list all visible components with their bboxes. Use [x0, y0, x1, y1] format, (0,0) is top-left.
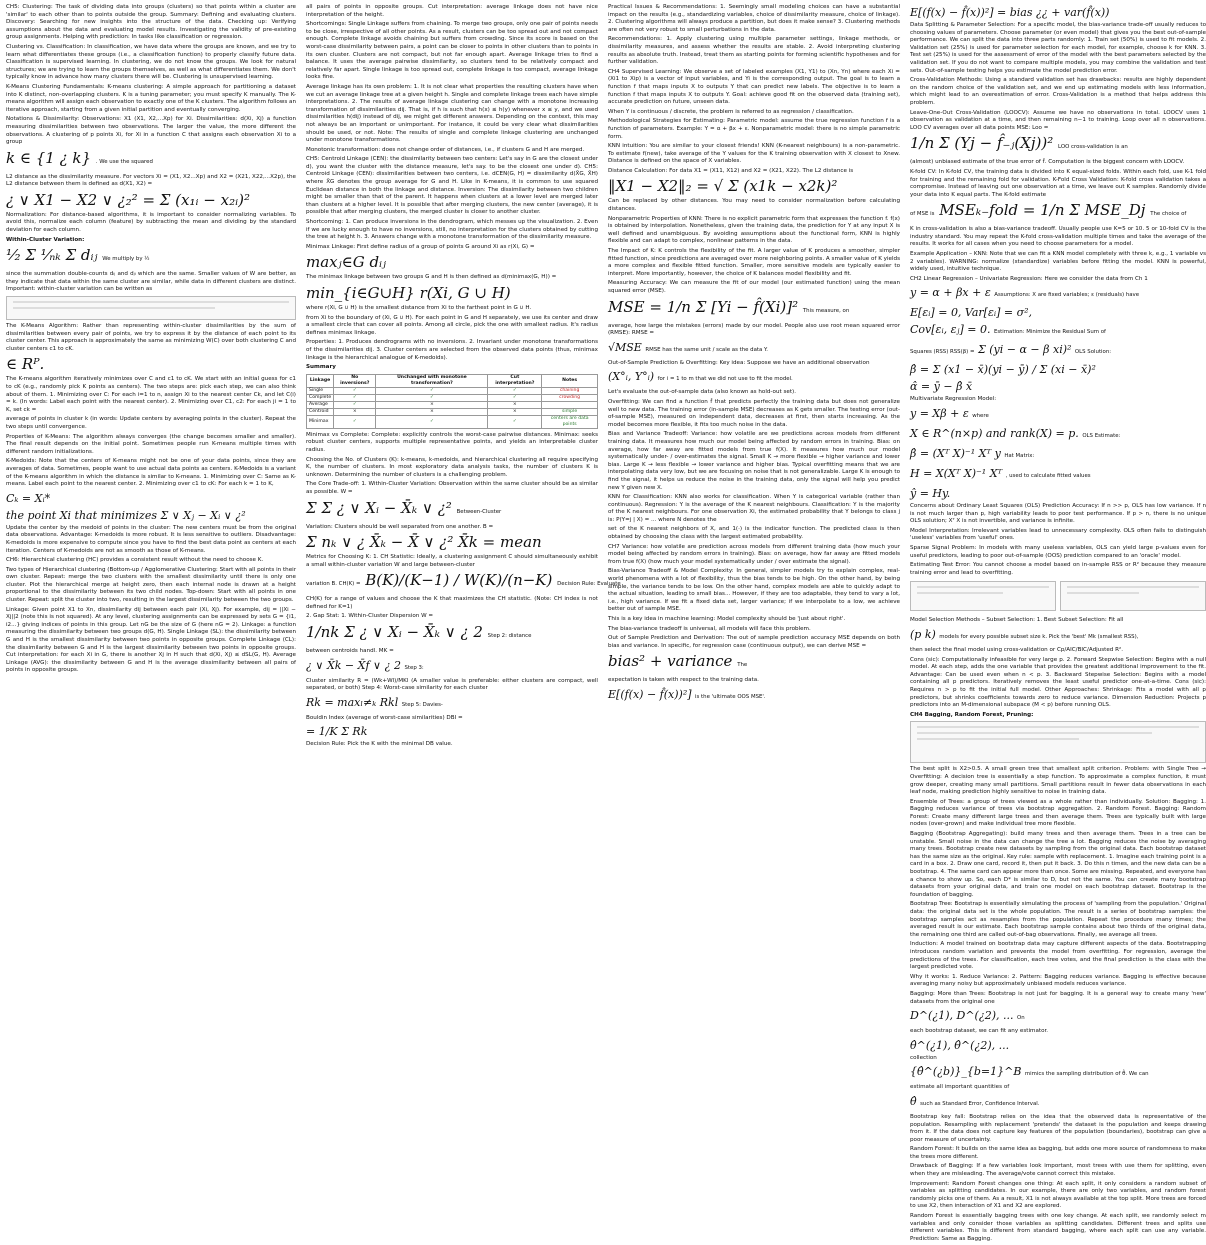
- linkage-summary-table: [306, 374, 598, 429]
- final-model-select: then select the final model using cross-validation or Cp/AIC/BIC/Adjusted R².: [910, 646, 1124, 653]
- column-1: [6, 4, 296, 1245]
- notations: Notations & Dissimilarity: Observations: X1 (X1, X2,...Xp) for Xi. Dissimilarities: d(Xi, Xj) a function measuring dissimilarities between two observations. The larger the value, the more different the observations. A clustering of p points Xi, for Xi in a function C that assigns each observation Xi to a group: [6, 116, 296, 146]
- table-row: Average ✓ × ×: [307, 401, 598, 408]
- distance-note: Can be replaced by other distances. You may need to consider normalization before calculating distances.: [608, 198, 900, 213]
- linkage-shortcomings: Shortcomings: Single Linkage suffers from chaining. To merge two groups, only one pair of points needs to be close, irrespective of all other points. As a result, clusters can be too spread out and not compact enough. Complete linkage avoids chaining but suffers from crowding. Since its score is based on the worst-case dissimilarity between pairs, a point can be closer to points in other clusters than to points in its own cluster. Clusters are not compact, but not far enough apart. Average linkage tries to find a balance. It uses the average pairwise dissimilarity, so clusters tend to be relatively compact and relatively far apart. Single linkage is too spread out, complete linkage is too compact, average linkage looks fine.: [306, 21, 598, 81]
- bagging-more: Bagging: More than Trees: Bootstrap is not just for bagging. It is a general way to create many 'new' datasets from the original one: [910, 990, 1206, 1005]
- hierarchical-clustering: CH6: Hierarchical clustering (HC) provides a consistent result without the need to choose K.: [6, 557, 264, 564]
- davies-bouldin: Bouldin Index (average of worst-case similarities) DBI =: [306, 714, 463, 721]
- equation-cluster-assign: k ∈ {1 ¿ k} . We use the squared: [6, 148, 153, 167]
- equation-error-moments: E[εᵢ] = 0, Var[εᵢ] = σ²,: [910, 306, 1033, 320]
- equation-bootstrap-datasets: D^(¿1), D^(¿2), ... On: [910, 1009, 1025, 1023]
- equation-dbi: = 1/K Σ Rk: [306, 725, 368, 739]
- random-forest: Random Forest: It builds on the same idea as bagging, but adds one more source of randomness to make the trees more different.: [910, 1146, 1206, 1160]
- equation-matrix-model: y = Xβ + ε where: [910, 407, 989, 421]
- expectation-note: expectation is taken with respect to the training data.: [608, 677, 759, 684]
- rf-improvement: Improvement: Random Forest changes one thing: At each split, it only considers a random subset of variables as splitting candidates. In our example, there are only two variables, and random forest randomly picks one of them. As a result, X1 is not always available at the top split. More trees are forced to use X2, then interaction of X1 and X2 are explored.: [910, 1180, 1206, 1210]
- kmeans-update: average of points in cluster k (in words: Update centers by averaging points in the cluster). Repeat the two steps until convergence.: [6, 416, 296, 430]
- clustering-vs-classification: Clustering vs. Classification: In classification, we have data where the groups are known, and we try to learn what differentiates these groups (i.e., a classification function) to properly classify future data. Classification is supervised learning. In clustering, we do not know the groups. We look for natural structures; we are trying to learn the groups themselves, as well as what differentiates them. We don't typically know in advance how many clusters there will be. Clustering is unsupervised learning.: [6, 43, 296, 81]
- minimax-properties: Properties: 1. Produces dendrograms with no inversions. 2. Invariant under monotone transformations of the dissimilarities dij. 3. Cluster centers are selected from the observed data points (thus, minimax linkage is the hierarchical analogue of K-medoids).: [306, 339, 598, 361]
- equation-rank: X ∈ R^(n×p) and rank(X) = p. OLS Estimate:: [910, 427, 1121, 441]
- table-header: No inversions?: [334, 374, 376, 387]
- bootstrap-collection: collection: [910, 1054, 937, 1061]
- equation-knn-distance: ‖X1 − X2‖₂ = √ Σ (x1k − x2k)²: [608, 177, 838, 196]
- equation-mk: ¿ ∨ X̄k − X̄f ∨ ¿ 2 Step 3:: [306, 658, 424, 672]
- kmedoids: K-Medoids: Note that the centers of K-means might not be one of your data points, since they are averages of data. Sometimes, people want to use actual data points as centers. K-Medoids is a variant of the K-means algorithm in which the distance is similar to K-means. 1. Minimizing over C: Same as K-means. Label each point to the nearest center. 2. Minimizing over c1 to cK: For each k = 1 to K,: [6, 458, 296, 488]
- equation-ch: variation B. CH(K) = B(K)/(K−1) / W(K)/(n−K) Decision Rule: Evaluate: [306, 571, 621, 590]
- column-4: [910, 4, 1206, 1245]
- kmeans-properties: Properties of K-Means: The algorithm always converges (the change becomes smaller and smaller). The final result depends on the initial point. Sometimes people run K-means multiple times with different random initializations.: [6, 433, 296, 455]
- knn-intuition: KNN intuition: You are similar to your closest friends! KNN (K-nearest neighbours) is a non-parametric. To estimate f(new), take average of the Y values for the K training observation with X closest to Xnew. Distance is defined on the space of X variables.: [608, 143, 900, 165]
- equation-decomposition: E[(f(x) − f̂(x))²] = bias ¿¿ + var(f̂(x)): [910, 6, 1110, 19]
- equation-loocv: 1/n Σ (Yj − f̂₋ⱼ(Xj))² LOO cross-validation is an: [910, 134, 1128, 153]
- table-row: Centroid × × × simple: [307, 408, 598, 415]
- single-tree-problem: The best split is X2>0.5. A small green tree that smallest split criterion. Problem: with Single Tree → Overfitting: A decision tree is essentially a step function. To approximate a complex function, it must grow deeper, creating many small partitions. Small partitions result in fewer data observations in each leaf node, making prediction highly sensitive to noise in training data.: [910, 766, 1206, 796]
- rf-summary: Random Forest is essentially bagging trees with one key change. At each split, we randomly select m variables and only consider those variables as splitting candidates. Different trees and splits use different variables. This is different from standard bagging, where each split can use any variable. Prediction: Same as Bagging.: [910, 1213, 1206, 1242]
- decision-tree-figures: [910, 579, 1206, 614]
- bagging-drawback: Drawback of Bagging: If a few variables look important, most trees with use them for splitting, even when they are misleading. The average/vote cannot correct this mistake.: [910, 1163, 1206, 1178]
- kfold-tradeoff: K in cross-validation is also a bias-variance tradeoff. Usually people use K=5 or 10. 5 or 10-fold CV is the industry standard. You may repeat the K-fold cross-validation multiple times and take the average of the results. It works for all cases when you need to choose parameters for a model.: [910, 226, 1206, 248]
- why-it-works: Why it works: 1. Reduce Variance: 2. Pattern: Bagging reduces variance. Bagging is effective because averaging many noisy but approximately unbiased models reduces variance.: [910, 973, 1206, 988]
- equation-bootstrap-estimates: θ̂^(¿1), θ̂^(¿2), ...: [910, 1038, 1010, 1052]
- formula-image: [6, 296, 296, 320]
- holdout-note: Let's evaluate the out-of-sample data (also known as hold-out set).: [608, 389, 796, 396]
- linear-regression: CH2 Linear Regression – Univariate Regression: Here we consider the data from Ch 1: [910, 275, 1148, 282]
- centroid-linkage: CH5: Centroid Linkage (CEN): the dissimilarity between two centers: Let's say in G are the closest under d), you want the cluster with the distance measure, let's say. to be the closest one under d). CH5: Centroid Linkage (CEN): dissimilarities between two centers, i.e. dCEN(G, H) = dissimilarity d(X̄G, X̄H) where X̄G denotes the group average for G and H. Like in K-means, it is common to use squared Euclidean distance in both the linkage and distance. Inversion: The dissimilarity between two children might be smaller than that of the parent. It happens when clusters at a lower level are merged later than clusters at a higher level. It is possible that after merging clusters, the new center (average), it is possible that after merging clusters, the merged cluster is closer to another cluster.: [306, 156, 598, 216]
- clustering-intro: CH5: Clustering: The task of dividing data into groups (clusters) so that points within a cluster are 'similar' to each other than to points outside the group. Summary: Defining and evaluating clusters. Discovery: Searching for new insights into the structure of the data. Checking up: Verifying assumptions about the data and evaluating model results. Investigating the validity of pre-existing group assignments. Helping with prediction: In tasks like classification or regression.: [6, 4, 296, 41]
- knn-class-predict: set of the K nearest neighbors of X, and 1(·) is the indicator function. The predicted class is then obtained by choosing the class with the largest estimated probability.: [608, 526, 900, 541]
- parametric-strategies: Methodological Strategies for Estimating: Parametric model: assume the true regression function f is a function of parameters. Example: Y = α + βx + ε. Nonparametric model: there is no simple parametric form.: [608, 118, 900, 140]
- equation-hat-matrix: H = X(Xᵀ X)⁻¹ Xᵀ , used to calculate fitted values: [910, 467, 1091, 481]
- table-header: Cut interpretation?: [488, 374, 542, 387]
- within-cluster-heading: Within-Cluster Variation:: [6, 236, 85, 243]
- between-cluster: Variation: Clusters should be well separated from one another. B =: [306, 523, 494, 530]
- partition-figure: [1060, 581, 1206, 611]
- equation-rss: Squares (RSS) RSS(β) = Σ (yi − α − β xi)² OLS Solution:: [910, 343, 1112, 357]
- impact-of-k: The Impact of K: K controls the flexibility of the fit. A larger value of K produces a smoother, simpler fitted function, since predictions are averaged over more neighboring points. A smaller value of K yields a more complex and flexible fitted function. Smaller, more sensitive models are typically easier to interpret. More importantly, however, the choice of K balances model flexibility and fit.: [608, 248, 900, 277]
- equation-rk: Rk = maxₗ≠ₖ Rkl Step 5: Davies-: [306, 695, 443, 709]
- gap-stat: 2. Gap Stat: 1. Within-Cluster Dispersion W =: [306, 613, 434, 620]
- table-header: Unchanged with monotone transformation?: [376, 374, 488, 387]
- equation-binomial: (p k) models for every possible subset size k. Pick the 'best' Mk (smallest RSS),: [910, 627, 1139, 641]
- choosing-k: Choosing the No. of Clusters (K): k-means, k-medoids, and hierarchical clustering all require specifying K, the number of clusters. In most exploratory data analysis tasks, the number of clusters K is unknown. Determining the number of clusters is a challenging problem.: [306, 456, 598, 478]
- stepwise-selection: Cons (sic): Computationally infeasible for very large p. 2. Forward Stepwise Selection: Begins with a null model. At each step, adds the one variable that provides the greatest additional improvement to the fit. Advantage: Can be used even when n < p. 3. Backward Stepwise Selection: Begins with a model containing all p predictors. Iteratively removes the least useful predictor one-at-a-time. Cons (sic): Requires n > p to fit the initial full model. Other Approaches: Shrinkage: Fits a model with all p predictors, but shrinks coefficients towards zero to reduce variance. Dimension Reduction: Projects p predictors into an M-dimensional subspace (M < p) before running OLS.: [910, 656, 1206, 709]
- cluster-similarity: Cluster similarity R = (Wk+Wl)/MKl (A smaller value is preferable: either clusters are compact, well separated, or both) Step 4: Worst-case similarity for each cluster: [306, 677, 598, 692]
- equation-minimax: min_{i∈G∪H} r(Xi, G ∪ H): [306, 284, 511, 302]
- equation-bias-variance: bias² + variance The: [608, 652, 748, 671]
- out-of-sample: Out-of-Sample Prediction & Overfitting: Key idea: Suppose we have an additional observation: [608, 359, 870, 366]
- measuring-accuracy: Measuring Accuracy: We can measure the fit of our model (our estimated function) using the mean squared error (MSE).: [608, 280, 900, 294]
- knn-classification: KNN for Classification: KNN also works for classification. When Y is categorical variable (rather than continuous). Regression: Y is the average of the K nearest neighbours. Classification: Y is the majority of the K nearest neighbours. For one observation Xi, the estimated probability that Y belongs to class j is: P(Y=j | X) = ... where N denotes the: [608, 494, 900, 523]
- minimax-def: The minimax linkage between two groups G and H is then defined as d(minimax(G, H)) =: [306, 274, 557, 281]
- minimax-linkage: Minimax Linkage: First define radius of a group of points G around Xi as r(Xi, G) =: [306, 243, 535, 250]
- equation-fitted: ŷ = Hy.: [910, 487, 951, 501]
- core-tradeoff: The Core Trade-off: 1. Within-Cluster Variation: Observation within the same cluster should be as similar as possible. W =: [306, 481, 598, 495]
- centroid-shortcoming: Shortcoming: 1. Can produce inversions in the dendrogram, which messes up the visualization. 2. Even if we are lucky enough to have no inversions, still, no interpretation for the clusters obtained by cutting the tree at height h. 3. Answers change with a monotone transformation of the dissimilarity measure.: [306, 219, 598, 241]
- overfitting: Overfitting: We can find a function f̂ that predicts perfectly the training data but does not generalize well to new data. The training error (in-sample MSE) decreases as K gets smaller. The testing error (out-of-sample MSE), measured on independent data, decreases at first, then starts increasing. As the model becomes more flexible, it fits too much noise in the data.: [608, 398, 900, 428]
- average-linkage-cut: all pairs of points in opposite groups. Cut interpretation: average linkage does not have nice interpretation of the height.: [306, 4, 598, 18]
- loocv: Leave-One-Out Cross-Validation (LOOCV): Assume we have no observations in total. LOOCV uses 1 observation as validation at a time, and then remaining n−1 to training. Loop over all n observations. LOO CV averages over all data points MSE: Loo =: [910, 109, 1206, 131]
- equation-mse: MSE = 1/n Σ [Yi − f̂(Xi)]² This measure, on: [608, 297, 850, 316]
- minimax-vs-complete: Minimax vs Complete: Complete: explicitly controls the worst-case pairwise distances. Minimax: seeks robust cluster centers, supports multiple representative points, and yields an interpretable cluster radius.: [306, 431, 598, 453]
- kmedoids-update: Update the center by the medoid of points in the cluster: The new centers must be from the original data observations. Advantage: K-medoids is more robust. It is less sensitive to outliers. Disadvantage: K-medoids is more expensive to compute since you have to find the best data point as centers at each iteration. Centers of K-medoids are not as smooth as those of K-means.: [6, 524, 296, 554]
- oos-derivation: Out of Sample Prediction and Derivation: The out of sample prediction accuracy MSE depends on both bias and variance. In specific, for regression case (continuous output), we can derive MSE =: [608, 635, 900, 649]
- within-cluster-text: since the summation double-counts dᵢⱼ and dⱼᵢ which are the same. Smaller values of W are better, as they indicate that data within the same cluster are similar, while data in different clusters are distinct. Important: within-cluster variation can be written as: [6, 271, 296, 293]
- equation-bootstrap-set: {θ̂^(¿b)}_{b=1}^B mimics the sampling distribution of θ̂. We can: [910, 1065, 1149, 1079]
- supervised-learning: CH4 Supervised Learning: We observe a set of labeled examples (X1, Y1) to (Xn, Yn) where each Xi = (Xi1 to Xip) is a vector of input variables, and Yi is the corresponding output. The goal is to learn a function f that maps inputs X to outputs Y that can predict new labels. The objective is to learn a function f that maps inputs X to outputs Y. Goal: achieve good fit on the observed data (training set), accurate prediction on future, unseen data.: [608, 68, 900, 106]
- db-decision: Decision Rule: Pick the K with the minimal DB value.: [306, 741, 453, 748]
- equation-alpha-hat: α̂ = ȳ − β̂ x̄: [910, 380, 973, 394]
- equation-real-space: ∈ Rᴾ.: [6, 355, 45, 374]
- knn-nonparametric: Nonparametric Properties of KNN: There is no explicit parametric form that expresses the function f. f(x) is obtained by interpolation. Nonetheless, given the training data, the prediction for Y at any input X is well defined and unambiguous. By avoiding assumptions about the functional form, KNN is highly flexible and can adapt to complex, nonlinear patterns in the data.: [608, 215, 900, 245]
- kmeans-steps: The K-means algorithm iteratively minimizes over C and c1 to cK. We start with an initial guess for c1 to cK (e.g., randomly pick K points as centers). The two steps are: pick each step, we can also think about of them. 1. Minimizing over C: For each i=1 to n, assign Xi to the nearest center Ck, and let C(i) = k. (In words: Label each point with the nearest center). 2. Minimizing over C1, c2: For each ji = 1 to K, set ck =: [6, 376, 296, 413]
- multivariate-heading: Multivariate Regression Model:: [910, 396, 997, 403]
- subset-selection: Model Selection Methods – Subset Selection: 1. Best Subset Selection: Fit all: [910, 617, 1124, 624]
- just-right: This is a key idea in machine learning: Model complexity should be 'just about right'.: [608, 616, 846, 622]
- equation-ols: β̂ = (Xᵀ X)⁻¹ Xᵀ y Hat Matrix:: [910, 447, 1035, 461]
- induction: Induction: A model trained on bootstrap data may capture different aspects of the data. Bootstrapping introduces random variation and prevents the model from overfitting. For regression, average the predictions of the trees. For classification, each tree votes, and the final prediction is the class with the largest predicted vote.: [910, 941, 1206, 971]
- practical-issues: Practical Issues & Recommendations: 1. Seemingly small modeling choices can have a substantial impact on the results (e.g., standardizing variables, choice of dissimilarity measure, choice of linkage). 2. Clustering algorithms will always produce a partition, but does it make sense? 3. Clustering methods are often not very robust to small perturbations in the data.: [608, 4, 900, 33]
- universal-tradeoff: The bias-variance tradeoff is universal, all models will face this problem.: [608, 625, 811, 632]
- kfold-cv: K-fold CV: In K-fold CV, the training data is divided into K equal-sized folds. Within each fold, use K-1 fold for training and the remaining fold for validation. K-Fold Cross Validation: K-fold cross validation takes a compromise. Instead of leaving out one observation at a time, we leave out K samples. Randomly divide your data into K equal parts. The K-fold estimate: [910, 168, 1206, 198]
- bootstrap-pitfall: Bootstrap key fall: Bootstrap relies on the idea that the observed data is representative of the population. Resampling with replacement 'pretends' the dataset is the population and keeps drawing from it. If the data does not capture key features of the population (boundaries), bootstrap can give a poor measure of uncertainty.: [910, 1113, 1206, 1143]
- ch7-variance: CH7 Variance: how volatile are prediction across models from different training data (how much your model being affected by random errors in training). Bias: on average, how far away are fitted models from true f(X) (how much your model systematically under / over estimate the signal).: [608, 543, 900, 565]
- kmeans-algorithm: The K-Means Algorithm: Rather than representing within-cluster dissimilarities by the sum of dissimilarities between every pair of points, we try to express it by the distance of each point to its cluster center. This approach is approximately the same as minimizing W(C) over both clustering C and cluster centers c1 to cK.: [6, 323, 296, 352]
- minimax-where: where r(Xi, G ∪ H) is the smallest distance from Xi to the farthest point in G ∪ H.: [306, 305, 532, 311]
- equation-kfold: of MSE is MSEₖ₋fold = 1/n Σ MSE_Dj The choice of: [910, 201, 1187, 220]
- knn-example: Example Application – KNN: Note that we can fit a KNN model completely with three k, e.g., 1 variable vs 2 variables). WARNING: normalize (standardize) variables before fitting the model. KNN is powerful, widely used, intuitive technique.: [910, 251, 1206, 273]
- data-splitting: Data Splitting & Parameter Selection: For a specific model, the bias-variance trade-off usually reduces to choosing values of parameters. Choose parameter (or even model) that gives you the best out-of-sample performance. We can split the data into three parts randomly: 1. Train set (50%) is used to fit models. 2. Validation set (25%) is used for parameter selection for each model, for example, choose k for KNN. 3. Test set (25%) is used for the assessment of error of the model with the best parameters selected by the validation set. If you do not want to compare multiple models, you may combine the validation and test sets. Out-of-sample testing helps you estimate the model prediction error.: [910, 22, 1206, 74]
- bagging-figure: [910, 721, 1206, 763]
- regression-classification: When Y is continuous / discrete, the problem is referred to as regression / classification.: [608, 108, 854, 115]
- table-row: Complete ✓ ✓ ✓ crowding: [307, 394, 598, 401]
- minimax-circle: from Xi to the boundary of (Xi, G ∪ H). For each point in G and H separately, we use its center and draw a smallest circle that can cover all points. Among all circle, pick the one with smallest radius. It's radius defines minimax linkage.: [306, 314, 598, 336]
- hc-types: Two types of Hierarchical clustering (Bottom-up / Agglomerative Clustering: Start with all points in their own cluster. Repeat: merge the two clusters with the smallest dissimilarity until there is only one cluster. Plot the hierarchical merge at height zero, then each internal node is drawn at a height proportional to the dissimilarity between its two child nodes. Top-down: Start with all points in one cluster. Repeat: split the cluster into two, resulting in the largest dissimilarity between the two groups.: [6, 566, 296, 604]
- ensemble-of-trees: Ensemble of Trees: a group of trees viewed as a whole rather than individually. Solution: Bagging: 1. Bagging reduces variance of trees via bootstrap aggregation. 2. Random Forest. Bagging: Random Forest: Create many different large trees and then average them. Trees are typically built with large nodes (over-grown) and make individual tree more flexible.: [910, 798, 1206, 828]
- equation-within-cluster: ¹⁄₂ Σ ¹⁄ₙₖ Σ dᵢⱼ We multiply by ½: [6, 246, 150, 265]
- equation-dispersion: 1/nk Σ ¿ ∨ Xᵢ − X̄ₖ ∨ ¿ 2 Step 2: distance: [306, 623, 532, 642]
- equation-oos-mse: E[(f(x) − f̂(x))²] is the 'ultimate OOS MSE'.: [608, 687, 766, 701]
- table-row: Minimax ✓ ✓ ✓ centers are data points: [307, 415, 598, 428]
- model-complexity: Bias-Variance Tradeoff & Model Complexity: In general, simpler models try to explain complex, real-world phenomena with a lot of flexibility, thus the bias tends to be high. On the other hand, by being simple, the variance tends to be low. On the other hand, complex models are able to quickly adapt to the actual situation, leading to small bias... However, if they are too adaptable, they tend to vary a lot, i.e., high variance. If we fit a fixed data set, larger variance; if we interpolate to a low, we achieve better out of sample MSE.: [608, 568, 900, 613]
- equation-between-b: Σ nₖ ∨ ¿ X̄ₖ − X̄ ∨ ¿² X̄k = mean: [306, 533, 542, 552]
- equation-error-cov: Cov[εᵢ, εⱼ] = 0. Estimation: Minimize the Residual Sum of: [910, 323, 1106, 337]
- average-linkage-problems: Average linkage has its own problem: 1. It is not clear what properties the resulting clusters have when we cut an average linkage tree at a given height h. Single and complete linkage trees each have simple interpretations. 2. The results of average linkage clustering can change with a monotone increasing transformation of dissimilarities dij. That is, if h is such that h(x) ≤ h(y) whenever x ≤ y, and we used dissimilarities h(dij) instead of dij, we might get different answers. Depending on the context, this may not always be an important or unimportant. For instance, it could be very clear what dissimilarities should be used, or not. Note: The results of single and complete linkage clustering are unchanged under monotone transformations.: [306, 83, 598, 144]
- equation-medoid-center: Cₖ = Xᵢ*: [6, 491, 51, 505]
- centroid-distance: between centroids handl. MK =: [306, 648, 394, 655]
- bias-variance: Bias and Variance Tradeoff: Variance: how volatile are we predictions across models from different training data. It measures how much our model being affected by random errors in training. Bias: on average, how far away are fitted models from true f(X). It measures how much our model systematically under- / over-estimates the signal. Small K → more flexible → higher variance and lower bias. Large K → less flexible → lower variance and higher bias. Typical overfitting means that we are interpolating data very low, but we are focusing on noise that is not generalizable. Large K is enough to find the signal, it helps us reduce the noise in the training data, only the signal will help you predict new Y given new X.: [608, 431, 900, 491]
- equation-within-w: Σ Σ ¿ ∨ Xᵢ − X̄ₖ ∨ ¿² Between-Cluster: [306, 498, 502, 517]
- equation-radius: maxⱼ∈G dᵢⱼ: [306, 253, 387, 272]
- equation-medoid-minimize: the point Xi that minimizes Σ ∨ Xⱼ − Xᵢ ∨ ¿²: [6, 508, 246, 522]
- table-header: Notes: [542, 374, 598, 387]
- bootstrap-quantities: estimate all important quantities of: [910, 1084, 1010, 1091]
- loocv-note: (almost) unbiased estimate of the true error of f̂. Computation is the biggest concern with LOOCV.: [910, 159, 1185, 166]
- linkage: Linkage: Given point X1 to Xn, dissimilarity dij between each pair (Xi, Xj). For example, dij = ||Xi − Xj||2 (note this is not squared). At any level, clustering assignments can be expressed by sets G = {i1, i2...} giving indices of points in this group. Let nG be the size of G (here nG = 2). Linkage: a function measuring the dissimilarity between two groups d(G, H). Single Linkage (SL): the dissimilarity between G and H is the smallest dissimilarity between two points in opposite groups. Complete Linkage (CL): the dissimilarity between G and H is the largest dissimilarity between two points in opposite groups. Cut interpretation: for each Xi in G, there is another Xj in H such that d(Xi, Xj) ≤ dSL(G, H). Average Linkage (AVG): the dissimilarity between G and H is the average dissimilarity between all pairs of points in opposite groups.: [6, 606, 296, 674]
- kmeans-fundamentals: K-Means Clustering Fundamentals: K-means clustering: A simple approach for partitioning a dataset into K distinct, non-overlapping clusters. K is a tuning parameter; you must specify K manually. The K-means algorithm will assign each observation to exactly one of the K clusters. The algorithm follows an iterative approach, starting from a given initial partition and eventually converging.: [6, 83, 296, 113]
- sparse-signal: Sparse Signal Problem: In models with many useless variables, OLS can yield large p-values even for useful predictors, leading to poor out-of-sample (OOS) prediction compared to an 'oracle' model.: [910, 545, 1206, 559]
- bootstrap-fit: each bootstrap dataset, we can fit any estimator.: [910, 1028, 1049, 1035]
- equation-theta-hat: θ̂ such as Standard Error, Confidence Interval.: [910, 1094, 1040, 1108]
- rmse-text: average, how large the mistakes (errors) made by our model. People also use root mean squared error (RMSE): RMSE =: [608, 322, 900, 337]
- equation-l2-distance: ¿ ∨ X1 − X2 ∨ ¿₂² = Σ (x₁ᵢ − x₂ᵢ)²: [6, 190, 250, 209]
- equation-holdout: (X°ᵢ, Y°ᵢ) for i = 1 to m that we did not use to fit the model.: [608, 370, 793, 384]
- ch-decision: CH(K) for a range of values and choose the K that maximizes the CH statistic. (Note: CH index is not defined for K=1): [306, 596, 598, 610]
- recommendations: Recommendations: 1. Apply clustering using multiple parameter settings, linkage methods, or dissimilarity measures, and assess whether the results are stable. 2. Avoid interpreting clustering results as absolute truth. Instead, treat them as starting points for forming scientific hypotheses and for further validation.: [608, 36, 900, 66]
- equation-beta-hat: β̂ = Σ (x1 − x̄)(yi − ȳ) / Σ (xi − x̄)²: [910, 363, 1096, 377]
- model-interpretation: Model Interpretation: Irrelevant variables lead to unnecessary complexity. OLS often fails to distinguish 'useless' variables from 'useful' ones.: [910, 527, 1206, 542]
- normalization: Normalization: For distance-based algorithms, it is important to consider normalizing variables. To avoid this, normalize each column (feature) by subtracting the mean and dividing by the standard deviation for each column.: [6, 211, 296, 234]
- table-header: Linkage: [307, 374, 334, 387]
- column-3: [608, 4, 900, 1245]
- l2-distance-text: L2 distance as the dissimilarity measure. For vectors Xi = (X1, X2...Xp) and X2 = (X21, X22,...X2p), the L2 distance between them is defined as d(X1, X2) =: [6, 173, 296, 188]
- test-error: Estimating Test Error: You cannot choose a model based on in-sample RSS or R² because they measure training error and lead to overfitting.: [910, 562, 1206, 576]
- column-2: [306, 4, 621, 1245]
- table-row: Single ✓ ✓ ✓ chaining: [307, 387, 598, 394]
- equation-linear-model: y = α + βx + ε Assumptions: X are fixed variables; ε (residuals) have: [910, 286, 1140, 300]
- distance-calc: Distance Calculation: For data X1 = (X11, X12) and X2 = (X21, X22). The L2 distance is: [608, 167, 854, 174]
- ols-concerns: Concerns about Ordinary Least Squares (OLS) Prediction Accuracy: If n >> p, OLS has low variance. If n is not much larger than p, high variability leads to poor test performance. If p > n, there is no unique OLS solution; Xᵀ X is not invertible, and variance is infinite.: [910, 503, 1206, 525]
- tree-figure: [910, 581, 1056, 611]
- summary-heading: Summary: [306, 364, 336, 371]
- equation-rmse: √MSE RMSE has the same unit / scale as the data Y.: [608, 340, 768, 354]
- cross-validation: Cross-Validation Methods: Using a standard validation set has drawbacks: results are highly dependent on the random choice of the validation set, and we end up estimating models with less information, which might lead to an overestimation of error. Cross-Validation is a method that helps address this problem.: [910, 77, 1206, 106]
- monotonic-transform: Monotonic transformation: does not change order of distances, i.e., if clusters G and H are merged.: [306, 146, 585, 153]
- bagging-bootstrap: Bagging (Bootstrap Aggregating): build many trees and then average them. Trees in a tree can be unstable. Small noise in the data can change the tree a lot. Bagging reduces the noise by averaging many trees. Bootstrap create new datasets by sampling from the original data. Each bootstrap dataset has the same size as the original. Key rule: sample with replacement. 1. Imagine each training point is a card in a box. 2. Draw one card, record it, then put it back. 3. Do this n times, and the new data can be a bootstrap. 4. The same card can appear more than once. Some are missing. Repeated, and everyone has a chance to show up. So, each D* is similar to D, but not the same. You can create many bootstrap datasets from your original data, and train one model on each bootstrap dataset. Bootstrap is the foundation of bagging.: [910, 831, 1206, 898]
- bootstrap-tree: Bootstrap Tree: Bootstrap is essentially simulating the process of 'sampling from the population.' Original data: the original data set is the whole population. The result is a series of bootstrap samples: the bootstrap samples act as resamples from the population. Repeat the procedure many times; the averaged result is our estimate. Each bootstrap sample contains about two thirds of the original data, the remaining one third are called out-of-bag observations. Finally, we average all trees.: [910, 901, 1206, 938]
- ch-statistic: Metrics for Choosing K: 1. CH Statistic: Ideally, a clustering assignment C should simultaneously exhibit a small within-cluster variation W and large between-cluster: [306, 554, 598, 568]
- bagging-heading: CH4 Bagging, Random Forest, Pruning:: [910, 711, 1034, 718]
